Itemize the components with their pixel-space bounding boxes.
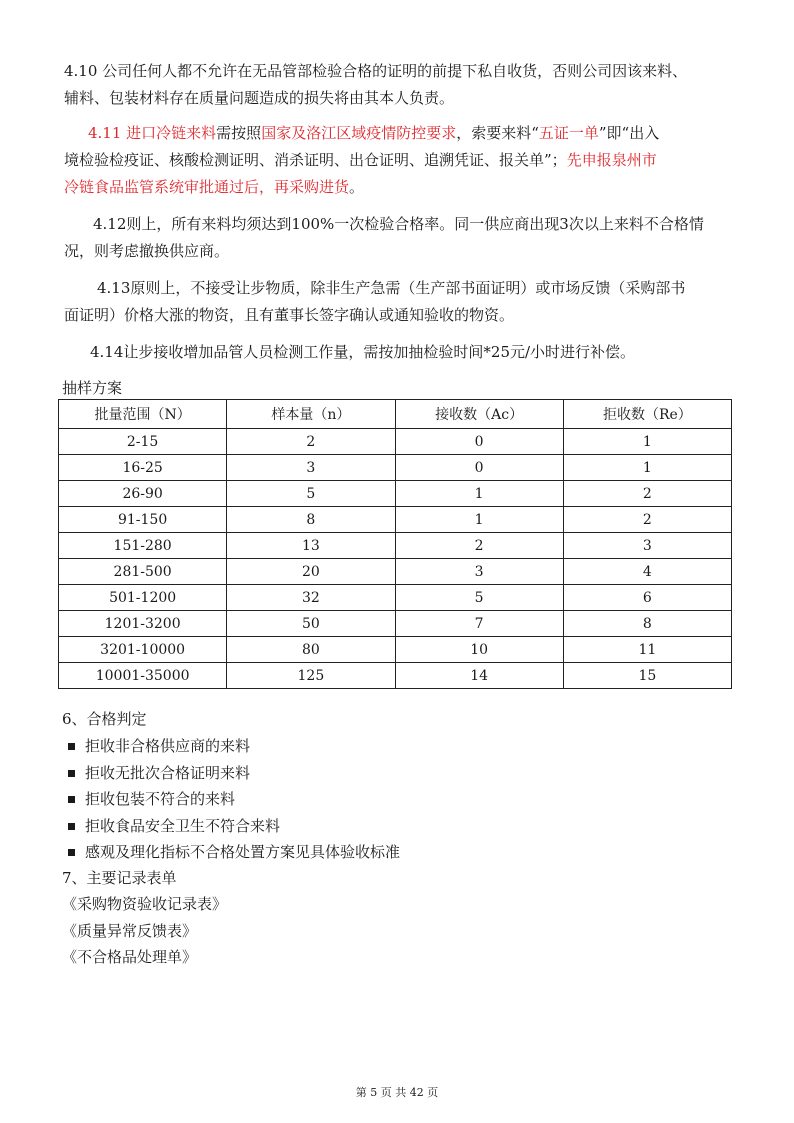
- list-item: [68, 813, 400, 840]
- clause-4-11-seg6: ”即“出入: [598, 124, 660, 142]
- cell-sample-size: 20: [227, 559, 395, 585]
- section-7-title: 7、主要记录表单: [62, 869, 177, 887]
- cell-accept-number: 7: [395, 611, 563, 637]
- cell-sample-size: 80: [227, 637, 395, 663]
- clause-4-10-line1: 4.10 公司任何人都不允许在无品管部检验合格的证明的前提下私自收货，否则公司因该来料、: [64, 62, 688, 80]
- cell-lot-range: 1201-3200: [59, 611, 227, 637]
- cell-reject-number: 3: [563, 533, 731, 559]
- table-row: [59, 637, 732, 663]
- cell-accept-number: 0: [395, 429, 563, 455]
- cell-reject-number: 1: [563, 455, 731, 481]
- cell-accept-number: 1: [395, 481, 563, 507]
- clause-4-10: [64, 58, 732, 112]
- cell-reject-number: 1: [563, 429, 731, 455]
- clause-4-13: [64, 275, 732, 329]
- table-row: [59, 663, 732, 689]
- clause-4-11-seg5: 五证一单: [538, 124, 599, 142]
- table-row: [59, 533, 732, 559]
- table-header-row: [59, 400, 732, 429]
- square-bullet-icon: [68, 770, 75, 777]
- header-reject-number: 拒收数（Re）: [563, 400, 731, 429]
- cell-reject-number: 15: [563, 663, 731, 689]
- clause-4-11-seg1: 4.11 进口冷链来料: [88, 124, 217, 142]
- cell-reject-number: 2: [563, 481, 731, 507]
- clause-4-13-line1: 4.13原则上，不接受让步物质，除非生产急需（生产部书面证明）或市场反馈（采购部书: [97, 279, 686, 297]
- record-form-item: 《不合格品处理单》: [62, 948, 198, 966]
- table-row: [59, 429, 732, 455]
- cell-reject-number: 11: [563, 637, 731, 663]
- list-item-text: 拒收无批次合格证明来料: [85, 763, 251, 782]
- cell-sample-size: 2: [227, 429, 395, 455]
- cell-accept-number: 5: [395, 585, 563, 611]
- cell-accept-number: 14: [395, 663, 563, 689]
- cell-sample-size: 13: [227, 533, 395, 559]
- cell-lot-range: 16-25: [59, 455, 227, 481]
- clause-4-11-seg3: 国家及洛江区域疫情防控要求: [261, 124, 457, 142]
- clause-4-12-line2: 况，则考虑撤换供应商。: [64, 242, 230, 260]
- square-bullet-icon: [68, 743, 75, 750]
- clause-4-12: [64, 211, 732, 265]
- sampling-plan-caption: 抽样方案: [62, 379, 123, 397]
- record-form-item: 《采购物资验收记录表》: [62, 895, 228, 913]
- page-number-footer: 第 5 页 共 42 页: [355, 1086, 439, 1099]
- cell-lot-range: 10001-35000: [59, 663, 227, 689]
- cell-lot-range: 26-90: [59, 481, 227, 507]
- cell-sample-size: 3: [227, 455, 395, 481]
- cell-lot-range: 151-280: [59, 533, 227, 559]
- header-sample-size: 样本量（n）: [227, 400, 395, 429]
- list-item-text: 感观及理化指标不合格处置方案见具体验收标准: [85, 843, 401, 861]
- cell-sample-size: 5: [227, 481, 395, 507]
- list-item: [68, 786, 400, 813]
- table-row: [59, 455, 732, 481]
- list-item-text: 拒收食品安全卫生不符合来料: [85, 816, 281, 835]
- table-row: [59, 611, 732, 637]
- clause-4-13-line2: 面证明）价格大涨的物资，且有董事长签字确认或通知验收的物资。: [64, 306, 515, 324]
- clause-4-11-seg2: 需按照: [216, 124, 262, 142]
- cell-sample-size: 125: [227, 663, 395, 689]
- table-row: [59, 559, 732, 585]
- list-item: [68, 733, 400, 760]
- header-accept-number: 接收数（Ac）: [395, 400, 563, 429]
- clause-4-14-line1: 4.14让步接收增加品管人员检测工作量，需按加抽检验时间*25元/小时进行补偿。: [90, 343, 636, 361]
- header-lot-range: 批量范围（N）: [59, 400, 227, 429]
- clause-4-11-seg4: ，索要来料“: [456, 124, 539, 142]
- record-forms-list: [62, 891, 227, 971]
- cell-accept-number: 10: [395, 637, 563, 663]
- clause-4-11-seg8: 先申报泉州市: [566, 151, 657, 169]
- square-bullet-icon: [68, 823, 75, 830]
- square-bullet-icon: [68, 796, 75, 803]
- cell-lot-range: 281-500: [59, 559, 227, 585]
- table-row: [59, 585, 732, 611]
- list-item-text: 拒收包装不符合的来料: [85, 790, 236, 808]
- cell-lot-range: 91-150: [59, 507, 227, 533]
- table-row: [59, 481, 732, 507]
- clause-4-11-seg7: 境检验检疫证、核酸检测证明、消杀证明、出仓证明、追溯凭证、报关单”；: [64, 151, 567, 169]
- section-6-title: 6、合格判定: [62, 710, 147, 728]
- cell-reject-number: 4: [563, 559, 731, 585]
- clause-4-11-seg10: 。: [349, 178, 365, 196]
- table-row: [59, 507, 732, 533]
- clause-4-11-seg9: 冷链食品监管系统审批通过后，再采购进货: [64, 178, 350, 196]
- cell-sample-size: 32: [227, 585, 395, 611]
- list-item: [68, 839, 400, 866]
- cell-lot-range: 501-1200: [59, 585, 227, 611]
- cell-accept-number: 0: [395, 455, 563, 481]
- cell-lot-range: 2-15: [59, 429, 227, 455]
- cell-reject-number: 2: [563, 507, 731, 533]
- cell-accept-number: 1: [395, 507, 563, 533]
- clause-4-14: [90, 339, 732, 366]
- cell-reject-number: 8: [563, 611, 731, 637]
- cell-accept-number: 2: [395, 533, 563, 559]
- cell-lot-range: 3201-10000: [59, 637, 227, 663]
- cell-reject-number: 6: [563, 585, 731, 611]
- clause-4-11: [64, 120, 732, 201]
- list-item: [68, 760, 400, 787]
- acceptance-criteria-list: [68, 733, 400, 866]
- record-form-item: 《质量异常反馈表》: [62, 921, 198, 940]
- clause-4-10-line2: 辅料、包装材料存在质量问题造成的损失将由其本人负责。: [64, 89, 455, 107]
- cell-sample-size: 8: [227, 507, 395, 533]
- cell-accept-number: 3: [395, 559, 563, 585]
- cell-sample-size: 50: [227, 611, 395, 637]
- list-item-text: 拒收非合格供应商的来料: [85, 737, 251, 755]
- clause-4-12-line1: 4.12则上，所有来料均须达到100%一次检验合格率。同一供应商出现3次以上来料不合格情: [93, 215, 704, 233]
- sampling-plan-table: [58, 399, 732, 689]
- square-bullet-icon: [68, 849, 75, 856]
